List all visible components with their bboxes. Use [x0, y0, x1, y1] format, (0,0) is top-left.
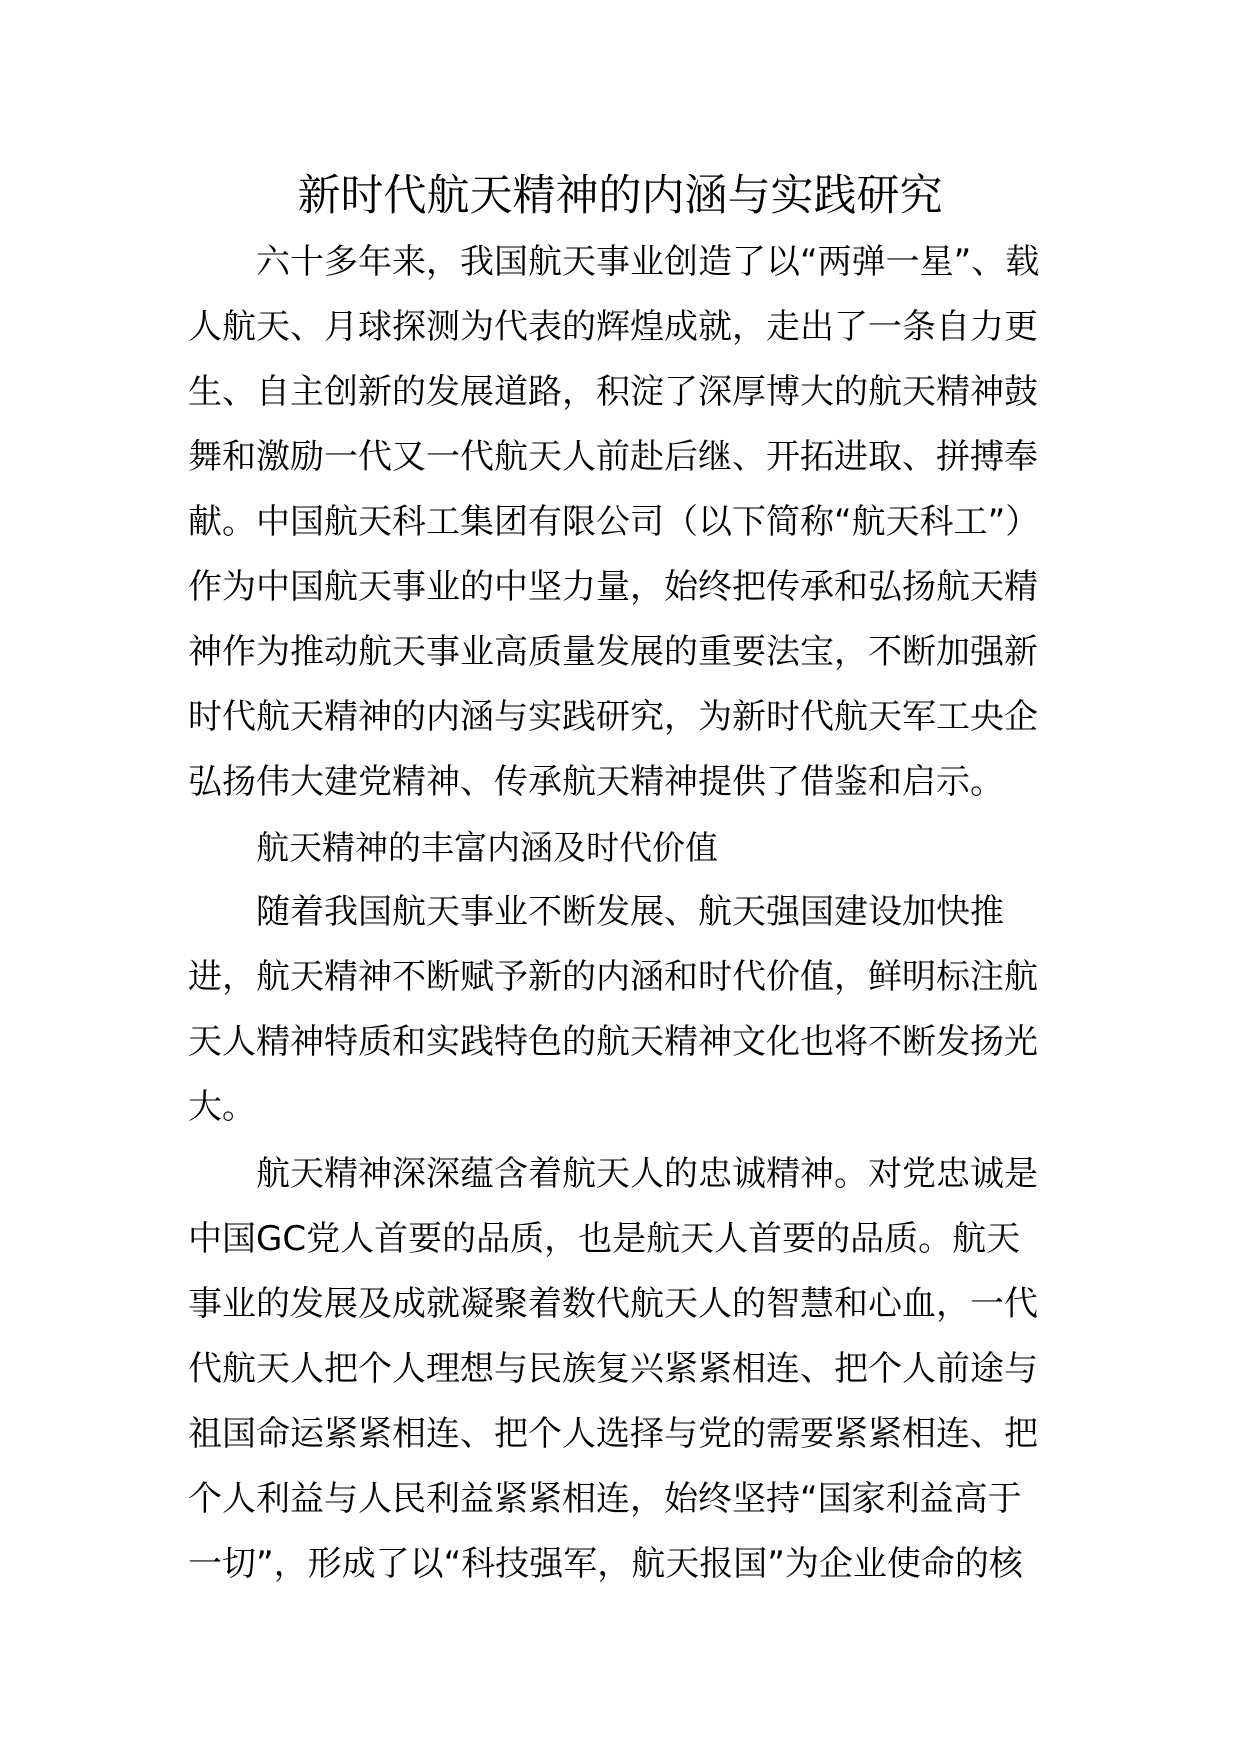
section-heading: 航天精神的丰富内涵及时代价值	[256, 828, 718, 867]
intro-paragraph: 六十多年来，我国航天事业创造了以“两弹一星”、载人航天、月球探测为代表的辉煌成就，走出了一条自力更生、自主创新的发展道路，积淀了深厚博大的航天精神鼓舞和激励一代又一代航天人前赴后继、开拓进取、拼搏奉献。中国航天科工集团有限公司（以下简称“航天科工”）作为中国航天事业的中坚力量，始终把传承和弘扬航天精神作为推动航天事业高质量发展的重要法宝，不断加强新时代航天精神的内涵与实践研究，为新时代航天军工央企弘扬伟大建党精神、传承航天精神提供了借鉴和启示。	[188, 242, 1040, 802]
document-body	[188, 230, 1048, 1597]
document-title: 新时代航天精神的内涵与实践研究	[297, 171, 943, 221]
section-intro-paragraph: 随着我国航天事业不断发展、航天强国建设加快推进，航天精神不断赋予新的内涵和时代价值，鲜明标注航天人精神特质和实践特色的航天精神文化也将不断发扬光大。	[188, 892, 1038, 1127]
loyalty-paragraph: 航天精神深深蕴含着航天人的忠诚精神。对党忠诚是中国GC党人首要的品质，也是航天人首要的品质。航天事业的发展及成就凝聚着数代航天人的智慧和心血，一代代航天人把个人理想与民族复兴紧紧相连、把个人前途与祖国命运紧紧相连、把个人选择与党的需要紧紧相连、把个人利益与人民利益紧紧相连，始终坚持“国家利益高于一切”，形成了以“科技强军，航天报国”为企业使命的核	[188, 1154, 1038, 1584]
